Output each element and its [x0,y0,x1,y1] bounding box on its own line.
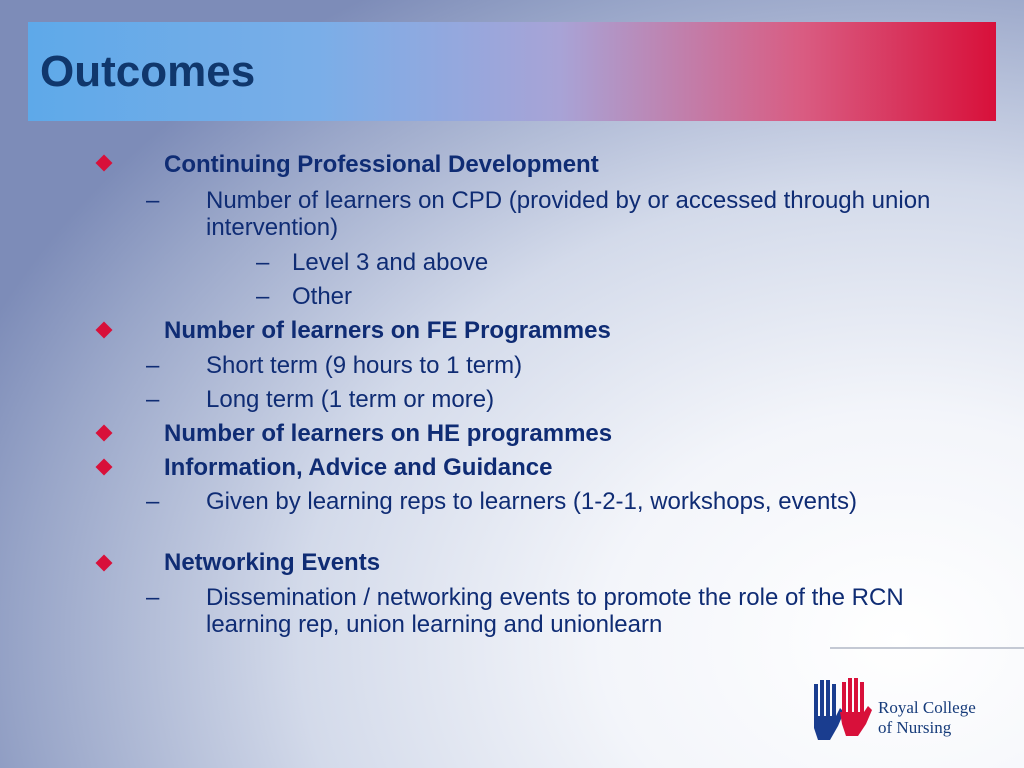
diamond-bullet-icon [96,555,113,572]
sub-bullet-item: Given by learning reps to learners (1-2-1, workshops, events) [206,488,857,515]
diamond-bullet-icon [96,459,113,476]
dash-marker: – [146,352,160,379]
dash-marker: – [256,283,270,310]
bullet-item: Information, Advice and Guidance [164,454,553,481]
rcn-logo [812,676,992,746]
diamond-bullet-icon [96,322,113,339]
diamond-bullet-icon [96,425,113,442]
dash-marker: – [146,386,160,413]
bullet-item: Networking Events [164,549,381,576]
bullet-item: Number of learners on FE Programmes [164,317,611,344]
footer-divider [830,647,1024,649]
logo-line-2: of Nursing [878,718,952,737]
diamond-bullet-icon [96,155,113,172]
sub-bullet-item: Number of learners on CPD (provided by or accessed through union intervention) [206,187,931,241]
dash-marker: – [256,249,270,276]
sub-bullet-item: Dissemination / networking events to promote the role of the RCN learning rep, union learning and unionlearn [206,584,904,638]
sub-sub-bullet-item: Level 3 and above [292,249,489,276]
sub-bullet-item: Short term (9 hours to 1 term) [206,352,523,379]
dash-marker: – [146,584,160,611]
sub-sub-bullet-item: Other [292,283,353,310]
slide-title: Outcomes [40,47,256,96]
dash-marker: – [146,488,160,515]
bullet-item: Number of learners on HE programmes [164,420,613,447]
sub-bullet-item: Long term (1 term or more) [206,386,495,413]
logo-line-1: Royal College [878,698,976,717]
rcn-hands-icon [812,676,872,744]
dash-marker: – [146,187,160,214]
bullet-item: Continuing Professional Development [164,151,599,178]
logo-text [878,698,976,738]
